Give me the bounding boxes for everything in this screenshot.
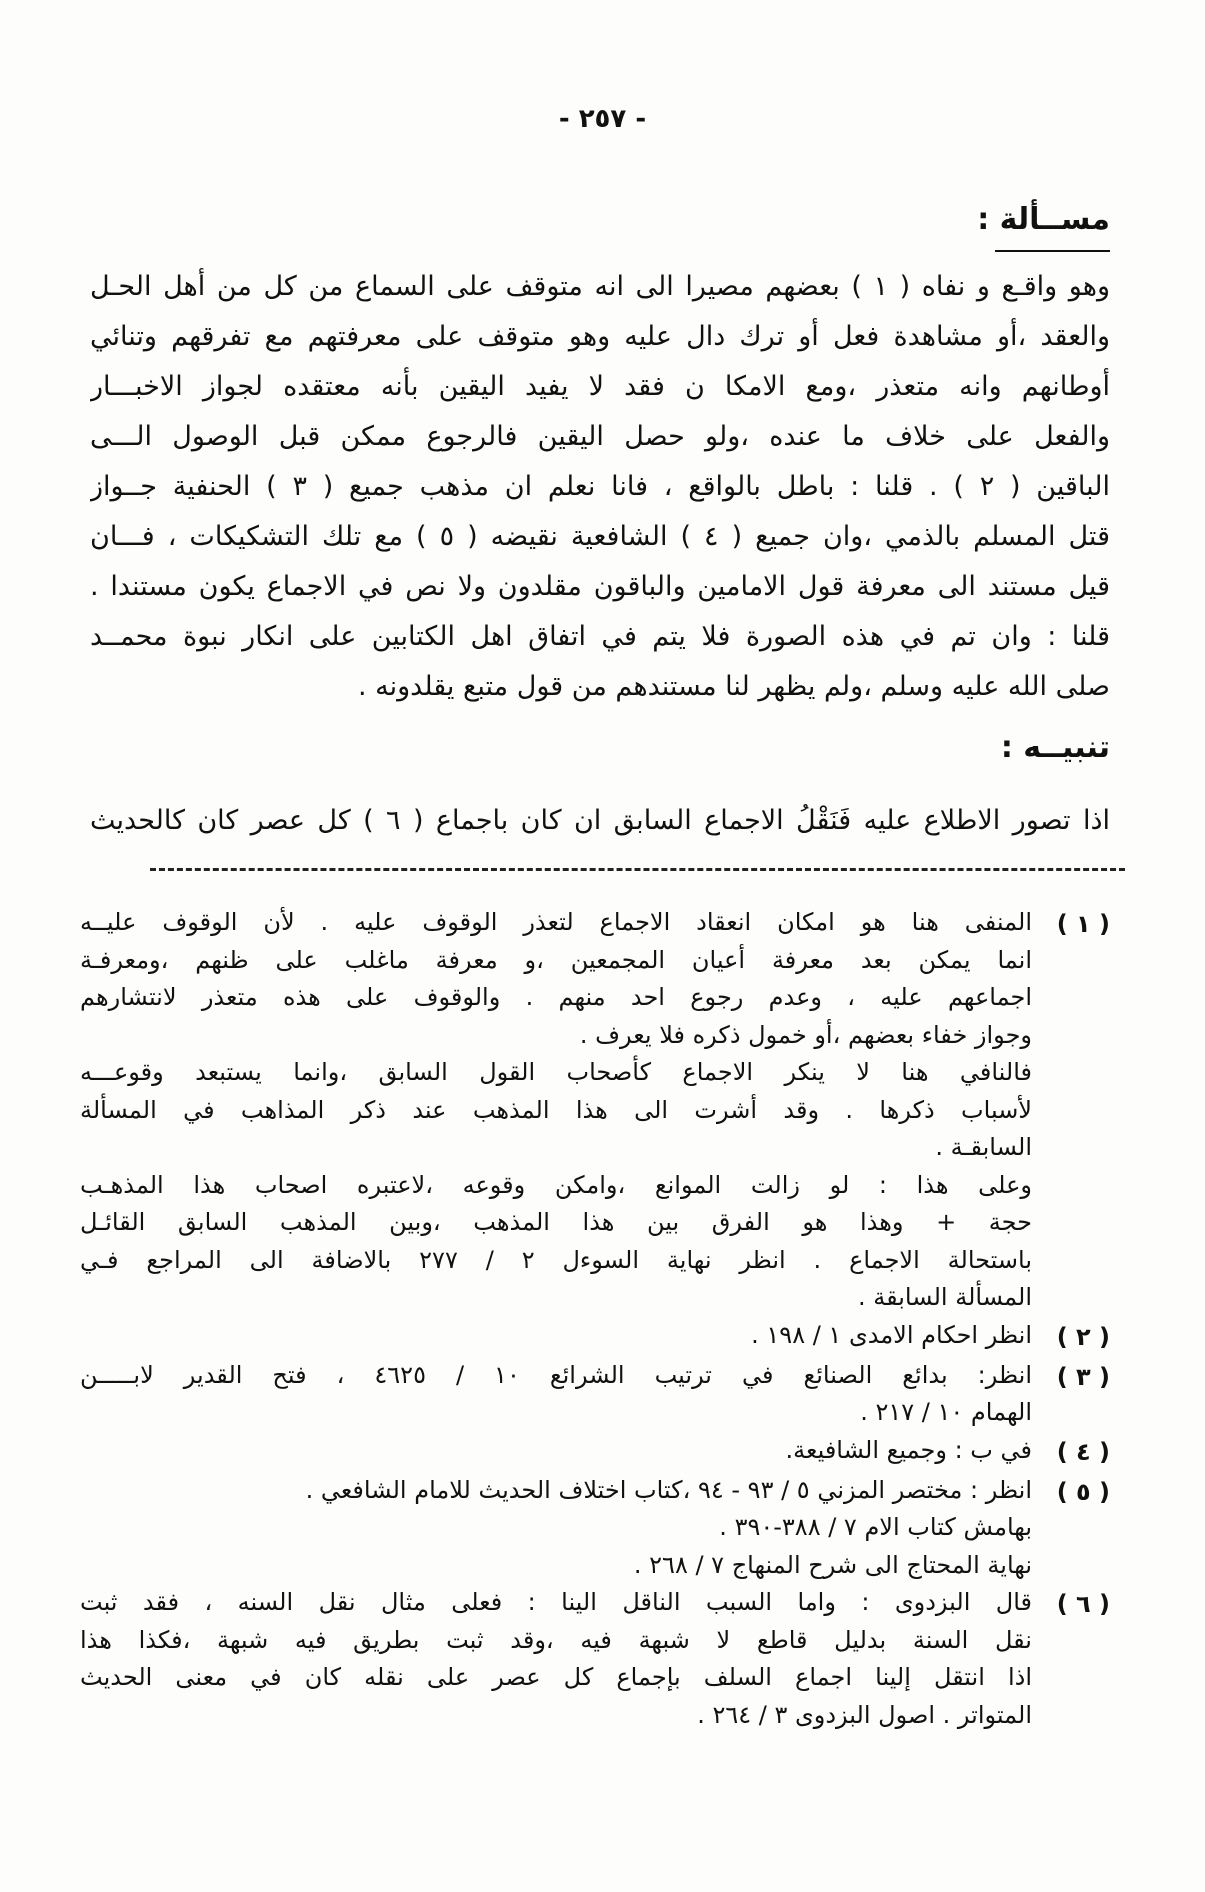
footnote-line: باستحالة الاجماع . انظر نهاية السوءل ٢ / ٢٧٧ بالاضافة الى المراجع فـي: [80, 1245, 1032, 1274]
footnote-line: وجواز خفاء بعضهم ،أو خمول ذكره فلا يعرف .: [579, 1020, 1032, 1049]
footnote-separator: [150, 868, 1125, 871]
text-line: اذا تصور الاطلاع عليه فَنَقْلُ الاجماع السابق ان كان باجماع ( ٦ ) كل عصر كان كالحديث: [90, 805, 1110, 836]
footnote-4: [80, 1432, 1110, 1472]
footnote-line: انظر : مختصر المزني ٥ / ٩٣ - ٩٤ ،كتاب اختلاف الحديث للامام الشافعي .: [305, 1475, 1032, 1504]
text-line: والفعل على خلاف ما عنده ،ولو حصل اليقين فالرجوع ممكن قبل الوصول الـــى: [90, 421, 1110, 452]
footnote-line: الهمام ١٠ / ٢١٧ .: [860, 1398, 1032, 1426]
text-line: قتل المسلم بالذمي ،وان جميع ( ٤ ) الشافعية نقيضه ( ٥ ) مع تلك التشكيكات ، فـــان: [90, 521, 1110, 552]
footnote-line: المنفى هنا هو امكان انعقاد الاجماع لتعذر الوقوف عليه . لأن الوقوف عليــه: [80, 908, 1032, 936]
footnote-2: [80, 1317, 1110, 1357]
text-line: أوطانهم وانه متعذر ،ومع الامكا ن فقد لا يفيد اليقين بأنه معتقده لجواز الاخبـــار: [90, 371, 1110, 402]
footnote-line: نهاية المحتاج الى شرح المنهاج ٧ / ٢٦٨ .: [633, 1550, 1032, 1579]
footnotes: [80, 904, 1110, 1734]
tanbih-paragraph: [90, 796, 1110, 846]
footnote-line: قال البزدوى : واما السبب الناقل الينا : فعلى مثال نقل السنه ، فقد ثبت: [80, 1588, 1032, 1616]
footnote-line: المتواتر . اصول البزدوى ٣ / ٢٦٤ .: [697, 1700, 1032, 1729]
footnote-6: [80, 1584, 1110, 1734]
footnote-line: حجة + وهذا هو الفرق بين هذا المذهب ،وبين المذهب السابق القائـل: [80, 1208, 1032, 1236]
main-paragraph: [90, 262, 1110, 712]
footnote-line: اجماعهم عليه ، وعدم رجوع احد منهم . والوقوف على هذه متعذر لانتشارهم: [80, 983, 1032, 1011]
footnote-line: بهامش كتاب الام ٧ / ٣٨٨-٣٩٠ .: [719, 1513, 1032, 1541]
footnote-line: فالنافي هنا لا ينكر الاجماع كأصحاب القول السابق ،وانما يستبعد وقوعـــه: [80, 1058, 1032, 1086]
section-heading-masala: مســألة :: [977, 202, 1110, 237]
footnote-line: المسألة السابقة .: [857, 1283, 1032, 1311]
text-line: والعقد ،أو مشاهدة فعل أو ترك دال عليه وهو متوقف على معرفتهم مع تفرقهم وتنائي: [90, 321, 1110, 352]
footnote-number: ( ١ ): [1056, 910, 1110, 938]
page-number: - ٢٥٧ -: [558, 104, 647, 134]
text-line: قلنا : وان تم في هذه الصورة فلا يتم في اتفاق اهل الكتابين على انكار نبوة محمــد: [90, 621, 1110, 652]
footnote-1: [80, 904, 1110, 1317]
heading-underline: [995, 250, 1110, 252]
footnote-line: اذا انتقل إلينا اجماع السلف بإجماع كل عصر على نقله كان في معنى الحديث: [80, 1663, 1032, 1691]
footnote-number: ( ٣ ): [1056, 1362, 1110, 1391]
footnote-line: السابقـة .: [935, 1133, 1032, 1161]
text-line: صلى الله عليه وسلم ،ولم يظهر لنا مستندهم من قول متبع يقلدونه .: [357, 671, 1110, 702]
text-line: الباقين ( ٢ ) . قلنا : باطل بالواقع ، فانا نعلم ان مذهب جميع ( ٣ ) الحنفية جــواز: [90, 471, 1110, 502]
text-line: وهو واقـع و نفاه ( ١ ) بعضهم مصيرا الى انه متوقف على السماع من كل من أهل الحـل: [90, 271, 1110, 302]
footnote-line: انظر: بدائع الصنائع في ترتيب الشرائع ١٠ / ٤٦٢٥ ، فتح القدير لابـــــن: [80, 1360, 1032, 1389]
footnote-line: انما يمكن بعد معرفة أعيان المجمعين ،و معرفة ماغلب على ظنهم ،ومعرفـة: [80, 945, 1032, 974]
footnote-line: لأسباب ذكرها . وقد أشرت الى هذا المذهب عند ذكر المذاهب في المسألة: [80, 1095, 1032, 1124]
footnote-number: ( ٢ ): [1056, 1322, 1110, 1351]
footnote-line: نقل السنة بدليل قاطع لا شبهة فيه ،وقد ثبت بطريق فيه شبهة ،فكذا هذا: [80, 1625, 1032, 1654]
footnote-line: في ب : وجميع الشافيعة.: [785, 1435, 1032, 1464]
footnote-number: ( ٦ ): [1056, 1590, 1110, 1618]
text-line: قيل مستند الى معرفة قول الامامين والباقون مقلدون ولا نص في الاجماع يكون مستندا .: [90, 571, 1110, 602]
section-heading-tanbih: تنبيــه :: [1000, 730, 1110, 765]
footnote-line: وعلى هذا : لو زالت الموانع ،وامكن وقوعه ،لاعتبره اصحاب هذا المذهـب: [80, 1170, 1032, 1199]
footnote-5: [80, 1472, 1110, 1585]
footnote-number: ( ٤ ): [1056, 1437, 1110, 1466]
footnote-number: ( ٥ ): [1056, 1477, 1110, 1506]
footnote-3: [80, 1357, 1110, 1432]
footnote-line: انظر احكام الامدى ١ / ١٩٨ .: [751, 1320, 1032, 1349]
